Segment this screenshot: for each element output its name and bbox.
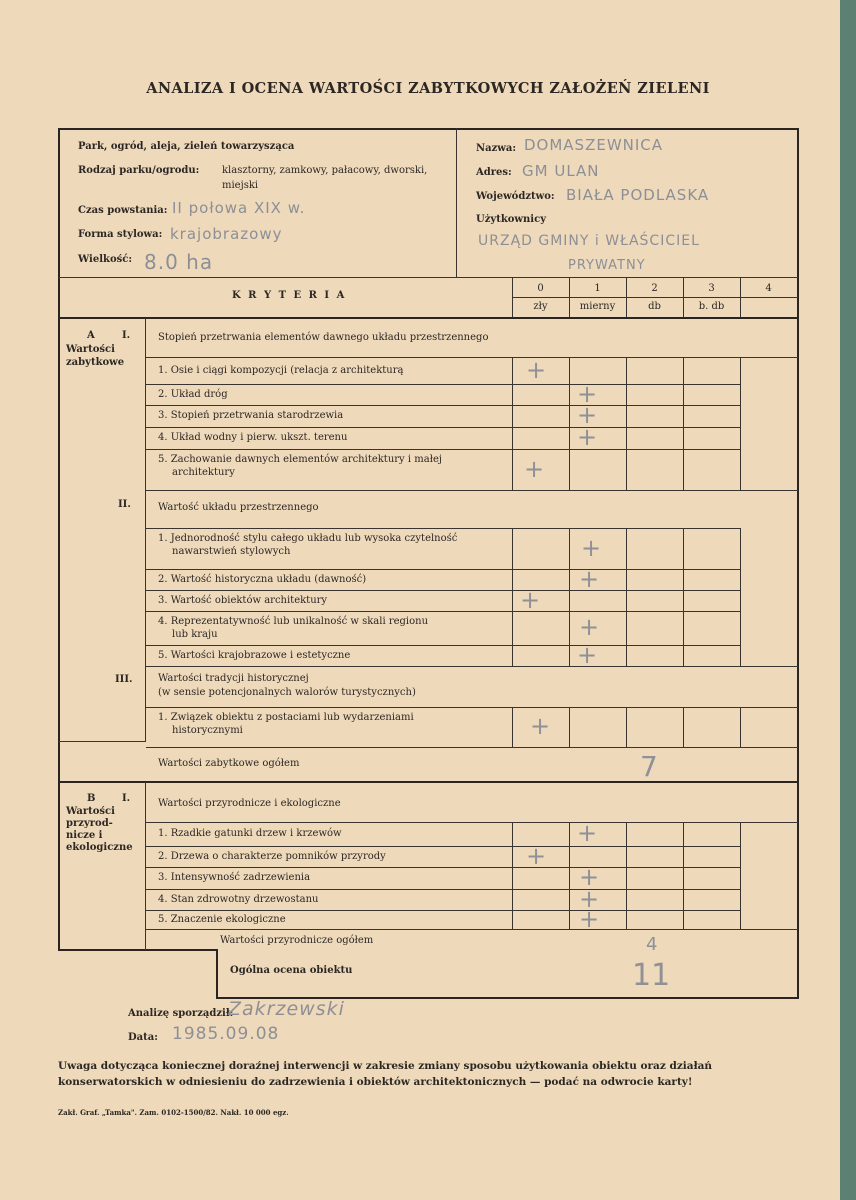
cell-divider	[626, 910, 627, 929]
criterion-label: 2. Drzewa o charakterze pomników przyrody	[158, 851, 386, 862]
cell-divider	[683, 846, 684, 867]
cell-divider	[569, 384, 570, 405]
cell-divider	[626, 528, 627, 569]
criterion-label: 3. Stopień przetrwania starodrzewia	[158, 410, 344, 421]
cell-divider	[626, 645, 627, 666]
checkmark-plus: +	[579, 863, 600, 891]
criterion-label: 5. Znaczenie ekologiczne	[158, 914, 286, 925]
section-b-total-value: 4	[646, 934, 658, 955]
cell-divider	[740, 384, 741, 405]
checkmark-plus: +	[530, 712, 551, 740]
section-a-total-value: 7	[640, 750, 658, 783]
cell-divider	[569, 867, 570, 889]
checkmark-plus: +	[577, 401, 598, 429]
cell-divider	[569, 889, 570, 910]
cell-divider	[740, 910, 741, 929]
intervention-note: Uwaga dotycząca koniecznej doraźnej interwencji w zakresie zmiany sposobu użytkowania obiektu oraz działań konserwatorskich w odniesieniu do zadrzewienia i obiektów architektonicznych — podać na odwrocie karty!	[58, 1060, 713, 1088]
analysis-author-label: Analizę sporządził:	[128, 1008, 234, 1019]
cell-divider	[626, 822, 627, 846]
criterion-label-cont: historycznymi	[172, 725, 243, 736]
overall-label: Ogólna ocena obiektu	[230, 965, 353, 976]
cell-divider	[740, 822, 741, 846]
cell-divider	[569, 449, 570, 490]
rodzaj-options: klasztorny, zamkowy, pałacowy, dworski,	[222, 165, 428, 176]
checkmark-plus: +	[579, 613, 600, 641]
cell-divider	[626, 569, 627, 590]
cell-divider	[569, 707, 570, 747]
cell-divider	[569, 822, 570, 846]
cell-divider	[683, 910, 684, 929]
cell-divider	[512, 569, 513, 590]
cell-divider	[683, 889, 684, 910]
cell-divider	[512, 822, 513, 846]
row-rule	[146, 569, 741, 570]
nazwa-label: Nazwa:	[476, 143, 517, 154]
category-a-name: Wartości zabytkowe	[66, 344, 125, 368]
section-b-total: Wartości przyrodnicze ogółem	[220, 935, 374, 946]
criterion-label: 1. Jednorodność stylu całego układu lub wysoka czytelność	[158, 533, 458, 544]
category-b-letter: B	[87, 793, 96, 804]
nazwa-value: DOMASZEWNICA	[524, 136, 664, 154]
cell-divider	[569, 528, 570, 569]
checkmark-plus: +	[526, 356, 547, 384]
forma-value: krajobrazowy	[170, 225, 283, 243]
cell-divider	[683, 569, 684, 590]
cell-divider	[683, 405, 684, 427]
cell-divider	[512, 358, 513, 384]
cell-divider	[626, 449, 627, 490]
analysis-author-signature: Zakrzewski	[228, 998, 345, 1020]
cell-divider	[569, 358, 570, 384]
category-a-letter: A	[87, 330, 95, 341]
cell-divider	[740, 569, 741, 590]
cell-divider	[626, 405, 627, 427]
criterion-label: 5. Zachowanie dawnych elementów architektury i małej	[158, 454, 442, 465]
cell-divider	[740, 889, 741, 910]
col-3-name: b. db	[698, 301, 725, 312]
criterion-label-cont: architektury	[172, 467, 235, 478]
checkmark-plus: +	[579, 565, 600, 593]
section-b1-title: Wartości przyrodnicze i ekologiczne	[158, 798, 341, 809]
row-rule	[146, 449, 741, 450]
cell-divider	[569, 569, 570, 590]
overall-value: 11	[632, 958, 671, 993]
criterion-label: 1. Osie i ciągi kompozycji (relacja z architekturą	[158, 365, 404, 376]
cell-divider	[740, 867, 741, 889]
criterion-label: 3. Intensywność zadrzewienia	[158, 872, 311, 883]
row-rule	[146, 590, 741, 591]
cell-divider	[683, 867, 684, 889]
wielkosc-label: Wielkość:	[78, 254, 133, 265]
criterion-label: 1. Rzadkie gatunki drzew i krzewów	[158, 828, 342, 839]
cell-divider	[626, 384, 627, 405]
rodzaj-options-2: miejski	[222, 180, 259, 191]
cell-divider	[626, 590, 627, 611]
checkmark-plus: +	[520, 586, 541, 614]
cell-divider	[626, 707, 627, 747]
row-rule	[146, 910, 741, 911]
checkmark-plus: +	[577, 819, 598, 847]
col-1-name: mierny	[579, 301, 616, 312]
cell-divider	[569, 910, 570, 929]
cell-divider	[512, 405, 513, 427]
section-a1-title: Stopień przetrwania elementów dawnego układu przestrzennego	[158, 332, 489, 343]
cell-divider	[740, 427, 741, 449]
row-rule	[146, 846, 741, 847]
cell-divider	[626, 889, 627, 910]
row-rule	[146, 427, 741, 428]
cell-divider	[683, 822, 684, 846]
cell-divider	[740, 449, 741, 490]
rodzaj-label: Rodzaj parku/ogrodu:	[78, 165, 200, 176]
criterion-label: 1. Związek obiektu z postaciami lub wydarzeniami	[158, 712, 414, 723]
checkmark-plus: +	[579, 885, 600, 913]
cell-divider	[740, 611, 741, 645]
cell-divider	[512, 427, 513, 449]
cell-divider	[512, 384, 513, 405]
wojewodztwo-label: Województwo:	[476, 191, 555, 202]
category-b-roman: I.	[122, 793, 131, 804]
cell-divider	[512, 707, 513, 747]
row-rule	[146, 867, 741, 868]
uzytkownicy-label: Użytkownicy	[476, 214, 547, 225]
cell-divider	[569, 405, 570, 427]
category-a-ii: II.	[118, 499, 131, 510]
criterion-label: 4. Reprezentatywność lub unikalność w skali regionu	[158, 616, 429, 627]
cell-divider	[569, 590, 570, 611]
uzytkownicy-value: URZĄD GMINY i WŁAŚCICIEL	[478, 233, 700, 249]
cell-divider	[512, 910, 513, 929]
section-a3-title: Wartości tradycji historycznej	[158, 673, 309, 684]
print-imprint: Zakł. Graf. „Tamka". Zam. 0102-1500/82. Nakł. 10 000 egz.	[58, 1108, 289, 1117]
checkmark-plus: +	[577, 423, 598, 451]
binder-edge	[840, 0, 856, 1200]
checkmark-plus: +	[577, 641, 598, 669]
checkmark-plus: +	[579, 905, 600, 933]
criterion-label: 4. Układ wodny i pierw. ukszt. terenu	[158, 432, 348, 443]
checkmark-plus: +	[524, 455, 545, 483]
criterion-label: 5. Wartości krajobrazowe i estetyczne	[158, 650, 351, 661]
row-rule	[146, 384, 741, 385]
col-0-num: 0	[537, 283, 544, 294]
cell-divider	[512, 889, 513, 910]
checkmark-plus: +	[581, 534, 602, 562]
cell-divider	[740, 707, 741, 747]
cell-divider	[683, 707, 684, 747]
checkmark-plus: +	[526, 842, 547, 870]
adres-label: Adres:	[476, 167, 512, 178]
row-rule	[146, 929, 741, 930]
cell-divider	[740, 846, 741, 867]
forma-label: Forma stylowa:	[78, 229, 163, 240]
cell-divider	[512, 590, 513, 611]
cell-divider	[740, 590, 741, 611]
document-title: ANALIZA I OCENA WARTOŚCI ZABYTKOWYCH ZAŁOŻEŃ ZIELENI	[146, 80, 710, 97]
col-4-num: 4	[765, 283, 772, 294]
park-type-label: Park, ogród, aleja, zieleń towarzysząca	[78, 141, 295, 152]
col-0-name: zły	[533, 301, 548, 312]
cell-divider	[512, 846, 513, 867]
cell-divider	[740, 645, 741, 666]
row-rule	[146, 645, 741, 646]
uzytkownicy-value-2: PRYWATNY	[568, 258, 646, 273]
cell-divider	[569, 645, 570, 666]
wojewodztwo-value: BIAŁA PODLASKA	[566, 186, 710, 204]
col-2-name: db	[648, 301, 661, 312]
cell-divider	[569, 846, 570, 867]
cell-divider	[626, 427, 627, 449]
cell-divider	[683, 611, 684, 645]
cell-divider	[683, 590, 684, 611]
criterion-label: 2. Układ dróg	[158, 389, 228, 400]
cell-divider	[626, 846, 627, 867]
date-label: Data:	[128, 1032, 158, 1043]
cell-divider	[740, 528, 741, 569]
row-rule	[146, 611, 741, 612]
cell-divider	[683, 528, 684, 569]
cell-divider	[740, 405, 741, 427]
cell-divider	[512, 449, 513, 490]
section-a3-subtitle: (w sensie potencjonalnych walorów turystycznych)	[158, 687, 416, 698]
row-rule	[146, 666, 741, 667]
cell-divider	[512, 645, 513, 666]
criterion-label: 3. Wartość obiektów architektury	[158, 595, 328, 606]
cell-divider	[512, 528, 513, 569]
criterion-label: 2. Wartość historyczna układu (dawność)	[158, 574, 367, 585]
col-3-num: 3	[708, 283, 715, 294]
czas-value: II połowa XIX w.	[172, 199, 306, 217]
checkmark-plus: +	[577, 380, 598, 408]
cell-divider	[683, 384, 684, 405]
category-a-iii: III.	[115, 674, 133, 685]
cell-divider	[512, 867, 513, 889]
czas-label: Czas powstania:	[78, 205, 168, 216]
cell-divider	[683, 645, 684, 666]
section-a-total: Wartości zabytkowe ogółem	[158, 758, 300, 769]
col-2-num: 2	[651, 283, 658, 294]
adres-value: GM ULAN	[522, 162, 600, 180]
cell-divider	[683, 449, 684, 490]
wielkosc-value: 8.0 ha	[144, 250, 214, 274]
cell-divider	[740, 358, 741, 384]
row-rule	[146, 490, 741, 491]
category-b-name: Wartości przyrod- nicze i ekologiczne	[66, 806, 133, 853]
cell-divider	[569, 427, 570, 449]
criteria-label: K R Y T E R I A	[232, 290, 347, 301]
cell-divider	[626, 867, 627, 889]
criterion-label: 4. Stan zdrowotny drzewostanu	[158, 894, 319, 905]
row-rule	[146, 405, 741, 406]
criterion-label-cont: lub kraju	[172, 629, 218, 640]
date-value: 1985.09.08	[172, 1024, 280, 1044]
cell-divider	[626, 611, 627, 645]
col-1-num: 1	[594, 283, 601, 294]
row-rule	[146, 889, 741, 890]
cell-divider	[512, 611, 513, 645]
section-a2-title: Wartość układu przestrzennego	[158, 502, 319, 513]
criterion-label-cont: nawarstwień stylowych	[172, 546, 291, 557]
row-rule	[146, 747, 741, 748]
cell-divider	[569, 611, 570, 645]
cell-divider	[683, 427, 684, 449]
category-a-roman: I.	[122, 330, 131, 341]
cell-divider	[626, 358, 627, 384]
cell-divider	[683, 358, 684, 384]
